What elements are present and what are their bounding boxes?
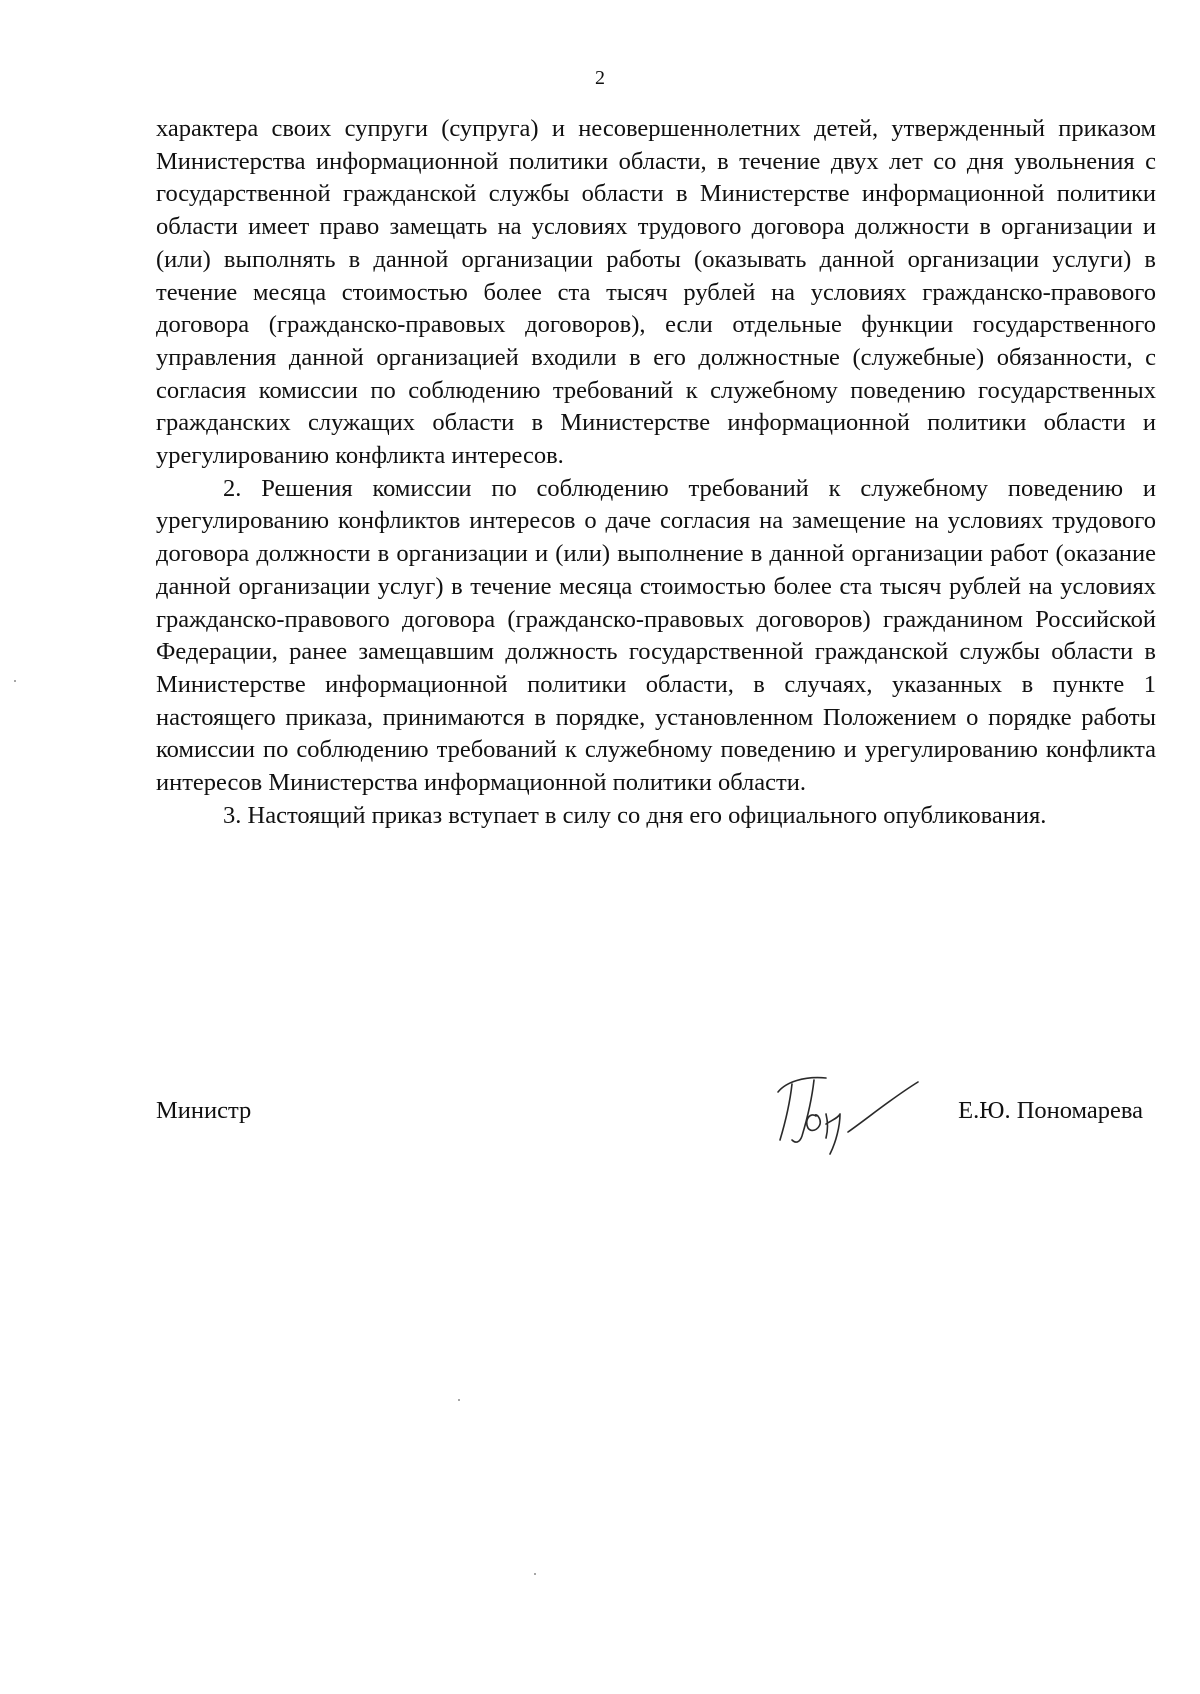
signature-block xyxy=(156,1090,1156,1180)
document-body xyxy=(156,113,1156,832)
scan-speck xyxy=(534,1573,536,1575)
handwritten-signature xyxy=(756,1054,936,1164)
scan-speck xyxy=(14,680,16,682)
signer-title: Министр xyxy=(156,1097,252,1124)
paragraph-continuation: характера своих супруги (супруга) и несовершеннолетних детей, утвержденный приказом Министерства информационной политики области, в течение двух лет со дня увольнения с государственной гражданской службы области в Министерстве информационной политики области имеет право замещать на условиях трудового договора должности в организации и (или) выполнять в данной организации работы (оказывать данной организации услуги) в течение месяца стоимостью более ста тысяч рублей на условиях гражданско-правового договора (гражданско-правовых договоров), если отдельные функции государственного управления данной организацией входили в его должностные (служебные) обязанности, с согласия комиссии по соблюдению требований к служебному поведению государственных гражданских служащих области в Министерстве информационной политики области и урегулированию конфликта интересов. xyxy=(156,115,1156,470)
signer-name: Е.Ю. Пономарева xyxy=(958,1097,1143,1124)
page-number: 2 xyxy=(595,67,605,89)
paragraph-3: 3. Настоящий приказ вступает в силу со дня его официального опубликования. xyxy=(223,801,1047,829)
scan-speck xyxy=(458,1399,460,1401)
paragraph-2: 2. Решения комиссии по соблюдению требований к служебному поведению и урегулированию конфликтов интересов о даче согласия на замещение на условиях трудового договора должности в организации и (или) выполнение в данной организации работ (оказание данной организации услуг) в течение месяца стоимостью более ста тысяч рублей на условиях гражданско-правового договора (гражданско-правовых договоров) гражданином Российской Федерации, ранее замещавшим должность государственной гражданской службы области в Министерстве информационной политики области, в случаях, указанных в пункте 1 настоящего приказа, принимаются в порядке, установленном Положением о порядке работы комиссии по соблюдению требований к служебному поведению и урегулированию конфликта интересов Министерства информационной политики области. xyxy=(156,474,1156,797)
